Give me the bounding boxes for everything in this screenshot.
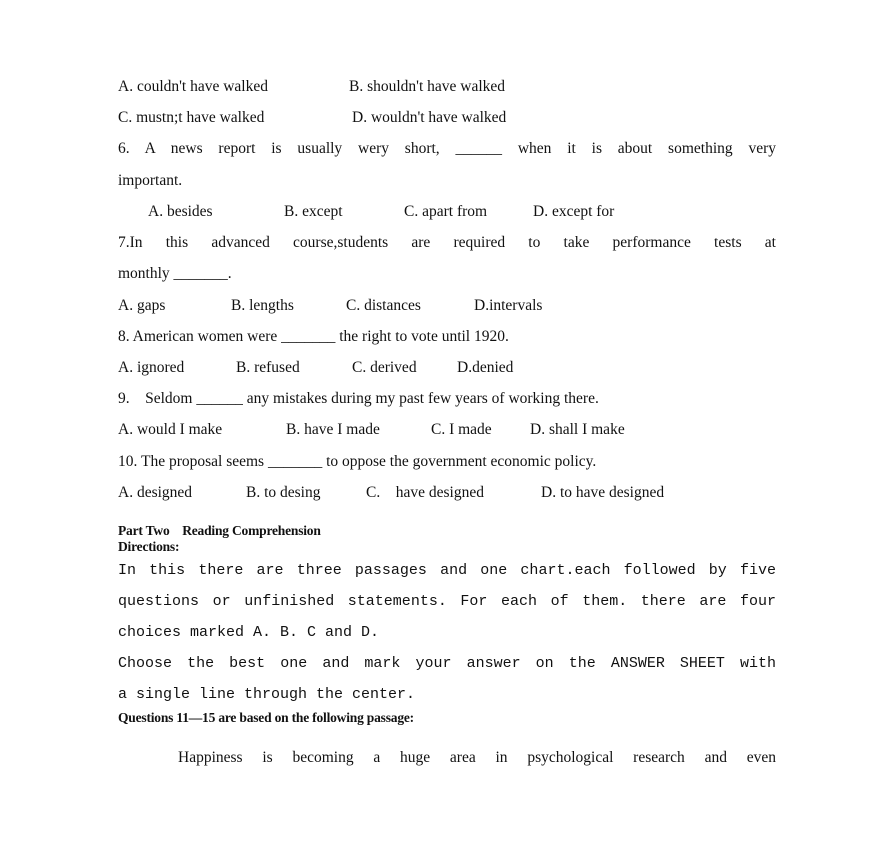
q8-option-d: D.denied [457,359,514,376]
q10-option-d: D. to have designed [541,484,665,501]
q5-option-d: D. wouldn't have walked [352,109,507,126]
q7-option-d: D.intervals [474,297,543,314]
q10-option-c: C. have designed [366,484,484,501]
q7-stem: 7.In this advanced course,students are required to take performance tests at [118,234,776,251]
directions-label: Directions: [118,539,180,554]
q7-stem-cont: monthly _______. [118,265,232,282]
q10-option-b: B. to desing [246,484,321,501]
q5-option-c: C. mustn;t have walked [118,109,265,126]
q7-option-a: A. gaps [118,297,166,314]
q9-stem: 9. Seldom ______ any mistakes during my past few years of working there. [118,390,599,407]
q5-option-a: A. couldn't have walked [118,78,268,95]
q6-stem-cont: important. [118,172,183,189]
directions-line: a single line through the center. [118,686,416,703]
q9-option-a: A. would I make [118,421,223,438]
q8-option-b: B. refused [236,359,300,376]
directions-line: Choose the best one and mark your answer on the ANSWER SHEET with [118,655,776,672]
q5-option-b: B. shouldn't have walked [349,78,506,95]
questions-heading: Questions 11—15 are based on the following passage: [118,710,414,725]
q10-option-a: A. designed [118,484,193,501]
q7-option-b: B. lengths [231,297,294,314]
passage-first-line: Happiness is becoming a huge area in psychological research and even [178,749,776,766]
q6-option-d: D. except for [533,203,615,220]
q9-option-d: D. shall I make [530,421,625,438]
directions-line: choices marked A. B. C and D. [118,624,380,641]
q8-option-a: A. ignored [118,359,185,376]
q10-stem: 10. The proposal seems _______ to oppose the government economic policy. [118,453,597,470]
q6-option-c: C. apart from [404,203,488,220]
directions-line: questions or unfinished statements. For each of them. there are four [118,593,776,610]
q6-option-a: A. besides [148,203,213,220]
q8-stem: 8. American women were _______ the right to vote until 1920. [118,328,509,345]
directions-line: In this there are three passages and one chart.each followed by five [118,562,776,579]
q7-option-c: C. distances [346,297,421,314]
q6-stem: 6. A news report is usually wery short, ______ when it is about something very [118,140,776,157]
q9-option-b: B. have I made [286,421,380,438]
q8-option-c: C. derived [352,359,417,376]
q6-option-b: B. except [284,203,343,220]
q9-option-c: C. I made [431,421,492,438]
part-two-heading: Part Two Reading Comprehension [118,523,321,538]
